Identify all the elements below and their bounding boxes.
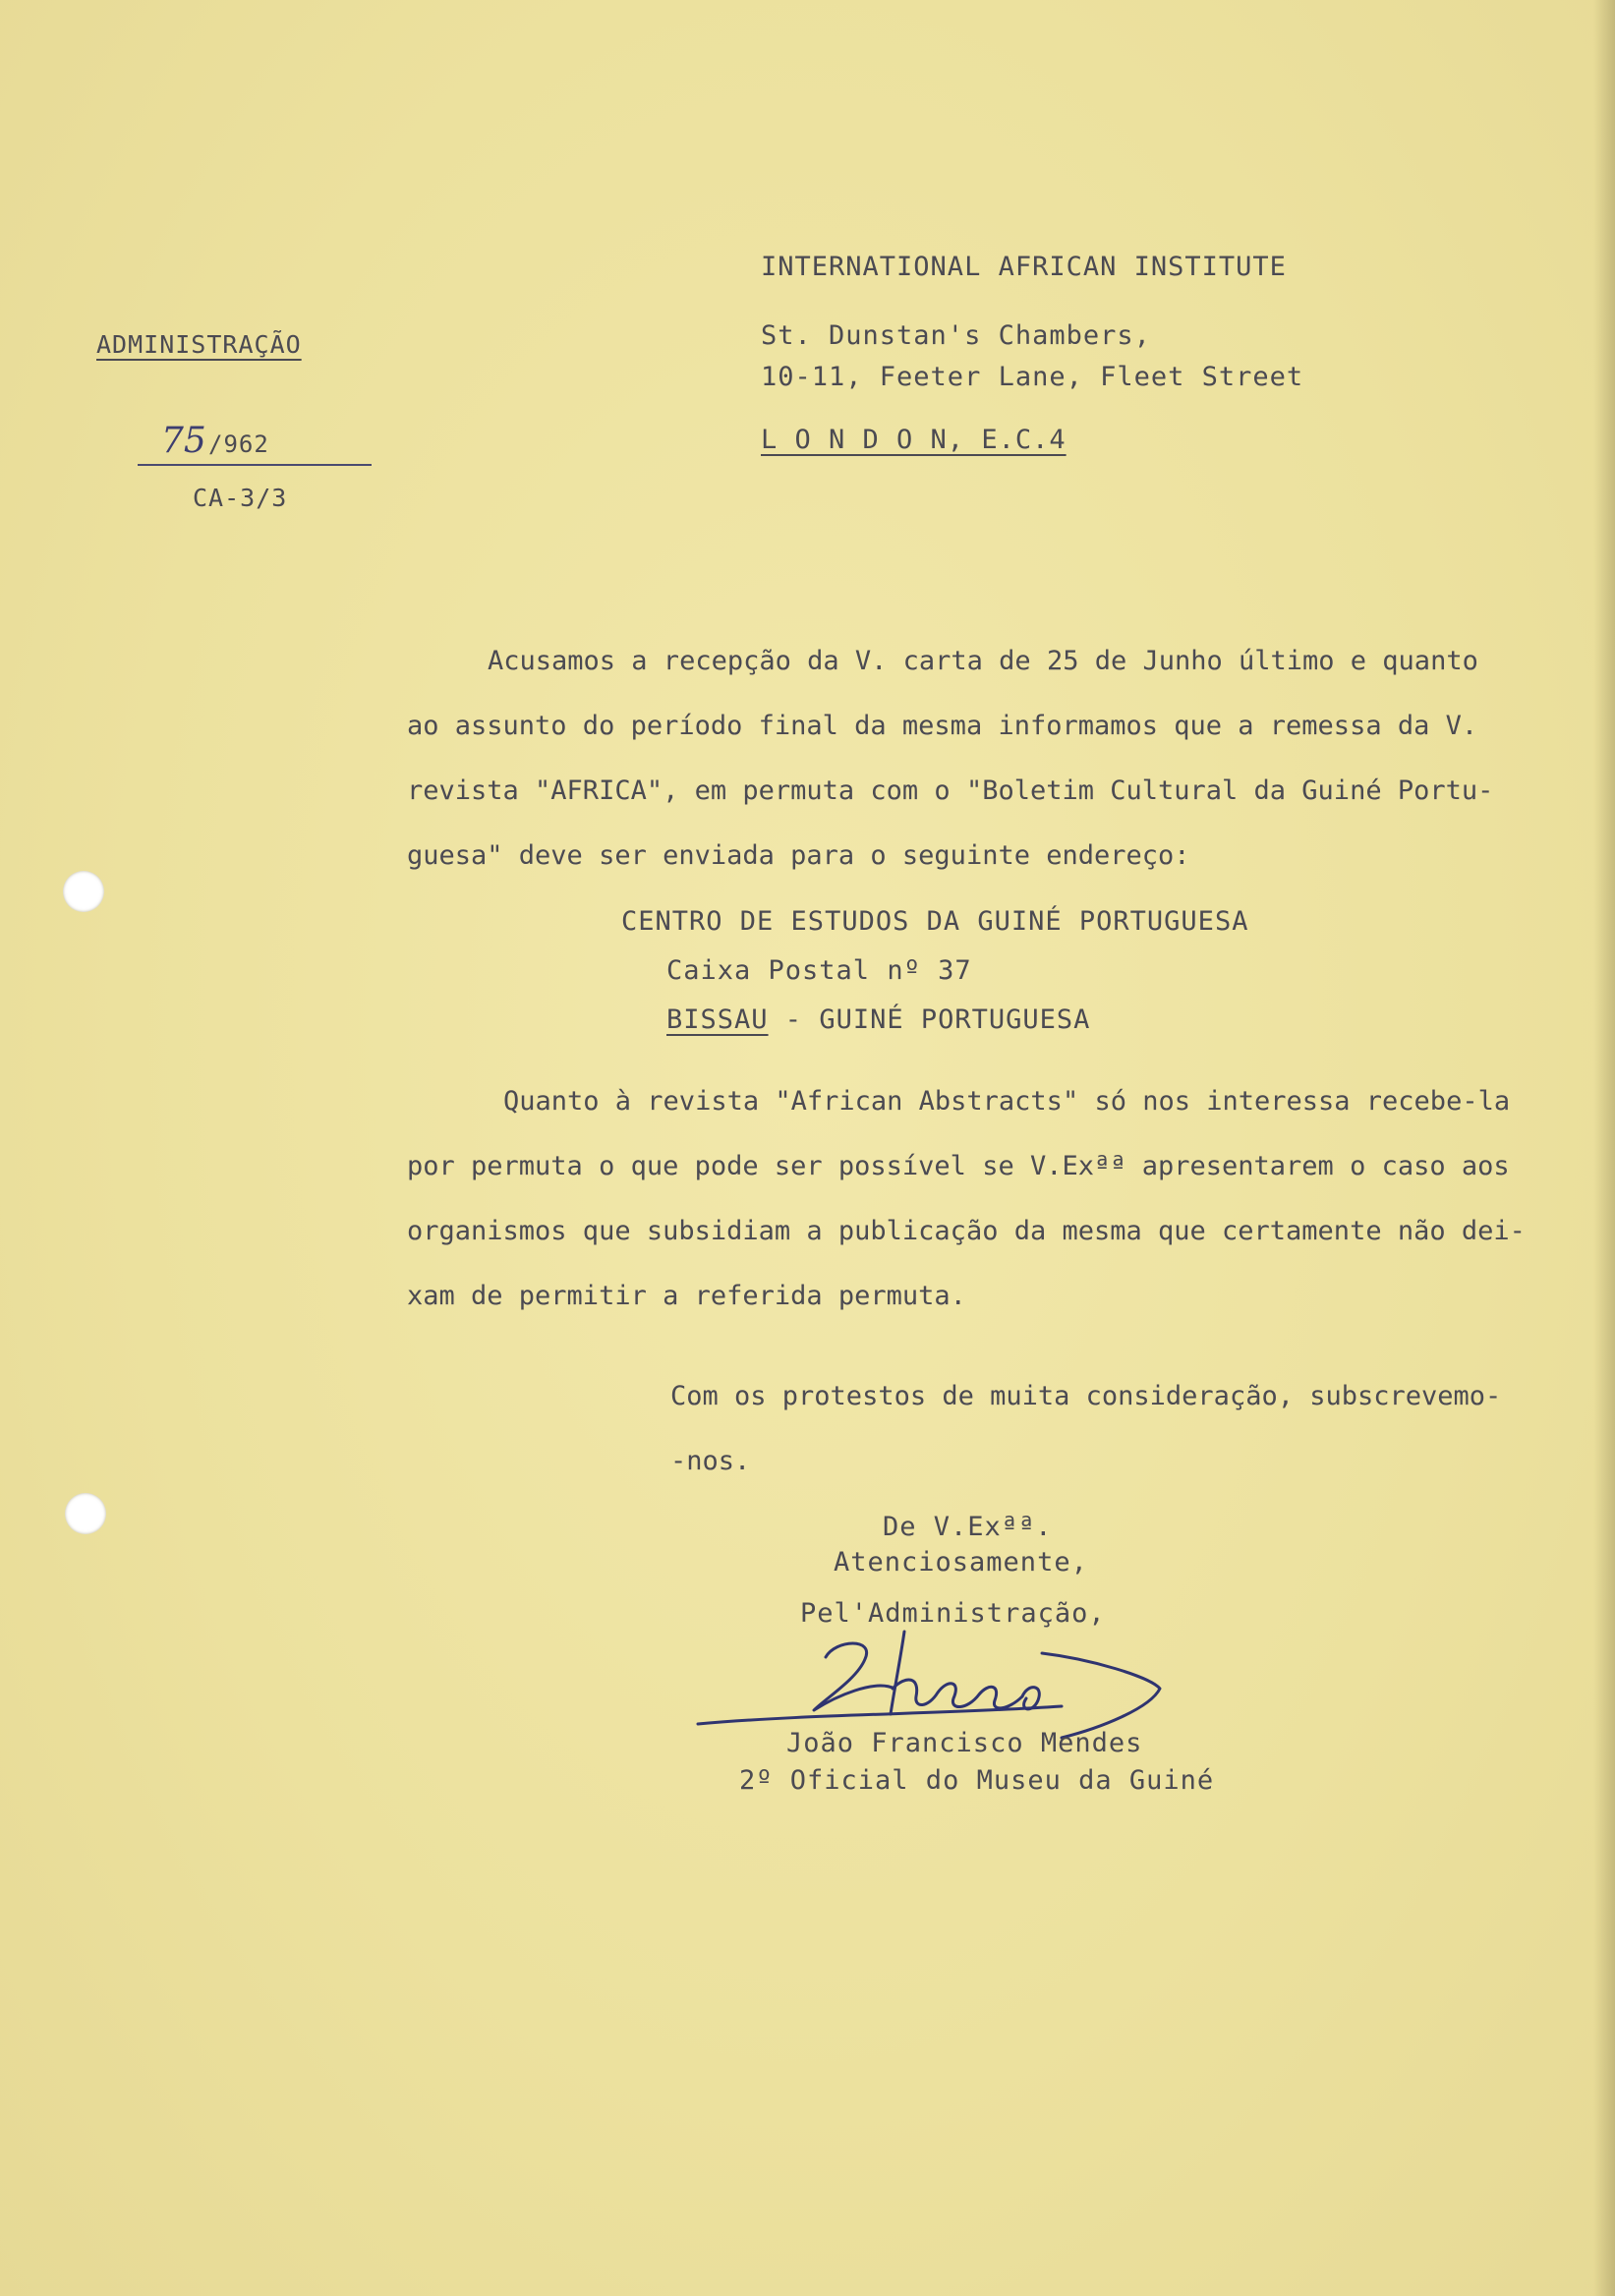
reference-code: CA-3/3 [193,484,288,512]
signatory-title: 2º Oficial do Museu da Guiné [739,1765,1215,1796]
recipient-city: L O N D O N, E.C.4 [761,425,1067,455]
paragraph-1 [407,629,1493,889]
regards: Atenciosamente, [834,1547,1088,1578]
on-behalf: Pel'Administração, [800,1598,1106,1629]
punch-hole-bottom [65,1493,106,1534]
reference-rule [138,464,372,466]
department-label: ADMINISTRAÇÃO [96,330,302,359]
paragraph-2-line: organismos que subsidiam a publicação da mesma que certamente não dei- [407,1216,1526,1246]
paragraph-2-line: por permuta o que pode ser possível se V.Exªª apresentarem o caso aos [407,1151,1510,1181]
signatory-name: João Francisco Mendes [786,1728,1143,1758]
paragraph-2 [407,1069,1526,1329]
address-line-1: CENTRO DE ESTUDOS DA GUINÉ PORTUGUESA [621,906,1249,937]
salutation: De V.Exªª. [883,1512,1053,1542]
closing-paragraph [670,1364,1501,1494]
closing-line: -nos. [670,1446,751,1476]
reference-number-handwritten: 75 [161,421,206,461]
paragraph-1-line: revista "AFRICA", em permuta com o "Boletim Cultural da Guiné Portu- [407,775,1494,806]
punch-hole-top [63,871,104,912]
page-edge-shadow [1593,0,1615,2296]
recipient-org-name: INTERNATIONAL AFRICAN INSTITUTE [761,252,1287,282]
recipient-address-line1: St. Dunstan's Chambers, [761,320,1151,351]
paragraph-1-line: Acusamos a recepção da V. carta de 25 de Junho último e quanto [488,646,1478,676]
recipient-address-line2: 10-11, Feeter Lane, Fleet Street [761,362,1304,392]
reference-year: /962 [208,430,269,458]
paragraph-2-line: Quanto à revista "African Abstracts" só nos interessa recebe-la [503,1086,1511,1117]
address-city-line [666,1004,1090,1035]
address-city: BISSAU [666,1004,769,1035]
address-line-2: Caixa Postal nº 37 [666,955,972,986]
paragraph-1-line: guesa" deve ser enviada para o seguinte endereço: [407,840,1190,871]
address-country: - GUINÉ PORTUGUESA [768,1004,1091,1035]
paragraph-2-line: xam de permitir a referida permuta. [407,1281,966,1311]
paragraph-1-line: ao assunto do período final da mesma informamos que a remessa da V. [407,711,1478,741]
closing-line: Com os protestos de muita consideração, subscrevemo- [670,1381,1502,1411]
